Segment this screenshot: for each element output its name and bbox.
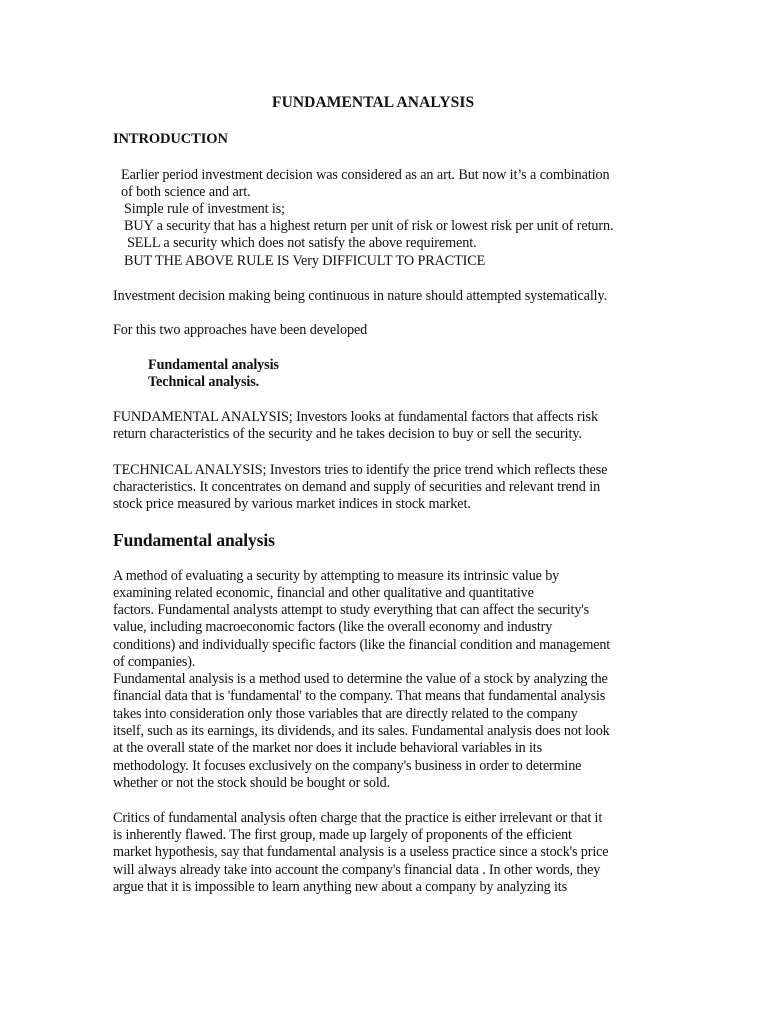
document-title: FUNDAMENTAL ANALYSIS bbox=[272, 94, 475, 111]
section-para2-line: Critics of fundamental analysis often charge that the practice is either irrelevant or that it bbox=[113, 810, 603, 826]
section-para1-line: financial data that is 'fundamental' to the company. That means that fundamental analysis bbox=[113, 688, 606, 704]
approach-item: Fundamental analysis bbox=[148, 357, 279, 373]
intro-line: of both science and art. bbox=[121, 184, 251, 200]
section-para1-line: examining related economic, financial and other qualitative and quantitative bbox=[113, 585, 534, 601]
section-para1-line: conditions) and individually specific factors (like the financial condition and management bbox=[113, 637, 611, 653]
section-para2-line: argue that it is impossible to learn anything new about a company by analyzing its bbox=[113, 879, 567, 895]
introduction-heading: INTRODUCTION bbox=[113, 131, 228, 147]
technical-definition-line: TECHNICAL ANALYSIS; Investors tries to identify the price trend which reflects these bbox=[113, 462, 608, 478]
section-para1-line: factors. Fundamental analysts attempt to study everything that can affect the security's bbox=[113, 602, 590, 618]
fundamental-definition-line: return characteristics of the security and he takes decision to buy or sell the security. bbox=[113, 426, 582, 442]
technical-definition-line: stock price measured by various market indices in stock market. bbox=[113, 496, 471, 512]
section-para2-line: is inherently flawed. The first group, made up largely of proponents of the efficient bbox=[113, 827, 572, 843]
intro-line: Earlier period investment decision was considered as an art. But now it’s a combination bbox=[121, 167, 610, 183]
intro-line: Simple rule of investment is; bbox=[124, 201, 286, 217]
section-para1-line: A method of evaluating a security by attempting to measure its intrinsic value by bbox=[113, 568, 560, 584]
intro-line: BUT THE ABOVE RULE IS Very DIFFICULT TO PRACTICE bbox=[124, 253, 486, 269]
section-heading: Fundamental analysis bbox=[113, 530, 275, 550]
intro-line: BUY a security that has a highest return per unit of risk or lowest risk per unit of return. bbox=[124, 218, 614, 234]
paragraph-approaches: For this two approaches have been developed bbox=[113, 322, 368, 338]
intro-line: SELL a security which does not satisfy the above requirement. bbox=[127, 235, 477, 251]
section-para1-line: whether or not the stock should be bought or sold. bbox=[113, 775, 390, 791]
fundamental-definition-line: FUNDAMENTAL ANALYSIS; Investors looks at fundamental factors that affects risk bbox=[113, 409, 598, 425]
section-para1-line: of companies). bbox=[113, 654, 196, 670]
section-para2-line: market hypothesis, say that fundamental analysis is a useless practice since a stock's price bbox=[113, 844, 609, 860]
section-para2-line: will always already take into account the company's financial data . In other words, they bbox=[113, 862, 601, 878]
section-para1-line: Fundamental analysis is a method used to determine the value of a stock by analyzing the bbox=[113, 671, 608, 687]
section-para1-line: takes into consideration only those variables that are directly related to the company bbox=[113, 706, 578, 722]
section-para1-line: value, including macroeconomic factors (like the overall economy and industry bbox=[113, 619, 553, 635]
paragraph-continuous: Investment decision making being continuous in nature should attempted systematically. bbox=[113, 288, 608, 304]
technical-definition-line: characteristics. It concentrates on demand and supply of securities and relevant trend in bbox=[113, 479, 601, 495]
approach-item: Technical analysis. bbox=[148, 374, 260, 390]
section-para1-line: itself, such as its earnings, its dividends, and its sales. Fundamental analysis does not look bbox=[113, 723, 610, 739]
section-para1-line: methodology. It focuses exclusively on the company's business in order to determine bbox=[113, 758, 582, 774]
section-para1-line: at the overall state of the market nor does it include behavioral variables in its bbox=[113, 740, 542, 756]
